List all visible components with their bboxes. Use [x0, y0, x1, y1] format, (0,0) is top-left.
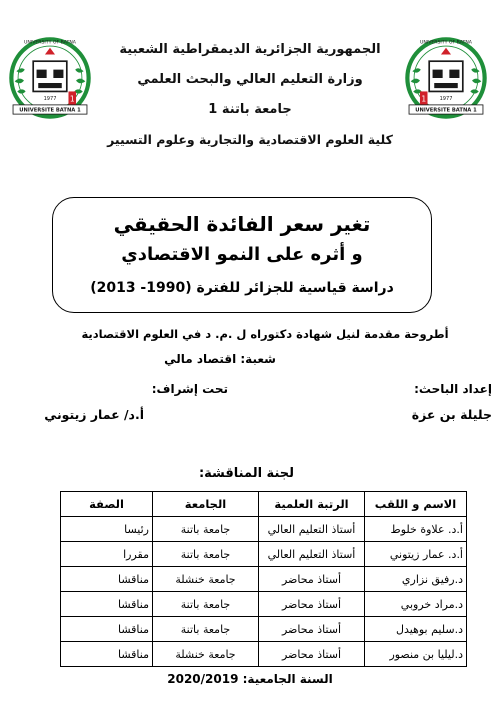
member-role: مناقشا: [61, 567, 153, 592]
member-role: مناقشا: [61, 617, 153, 642]
member-name: د.سليم بوهيدل: [365, 617, 467, 642]
svg-text:1977: 1977: [439, 95, 453, 102]
svg-text:1: 1: [421, 94, 427, 104]
academic-year: السنة الجامعية: 2020/2019: [167, 672, 333, 686]
member-university: جامعة باتنة: [153, 617, 259, 642]
member-role: مناقشا: [61, 592, 153, 617]
title-subtitle: دراسة قياسية للجزائر للفترة (1990- 2013): [90, 280, 394, 296]
student-name: جليلة بن عزة: [411, 407, 492, 422]
member-rank: أستاذ محاضر: [259, 592, 365, 617]
member-university: جامعة خنشلة: [153, 642, 259, 667]
prepared-by-label: إعداد الباحث:: [414, 382, 492, 396]
member-role: رئيسا: [61, 517, 153, 542]
header-republic: الجمهورية الجزائرية الديمقراطية الشعبية: [119, 42, 381, 57]
svg-text:UNIVERSITY OF BATNA: UNIVERSITY OF BATNA: [24, 40, 76, 46]
committee-table: [60, 491, 467, 667]
branch-label: شعبة: اقتصاد مالي: [164, 352, 276, 366]
header-role: الصفة: [61, 492, 153, 517]
title-line-2: و أثره على النمو الاقتصادي: [121, 244, 363, 265]
committee-header-row: [61, 492, 467, 517]
header-university: جامعة باتنة 1: [208, 102, 292, 117]
header-rank: الرتبة العلمية: [259, 492, 365, 517]
member-rank: أستاذ محاضر: [259, 567, 365, 592]
member-university: جامعة خنشلة: [153, 567, 259, 592]
member-rank: أستاذ التعليم العالي: [259, 542, 365, 567]
member-rank: أستاذ محاضر: [259, 617, 365, 642]
svg-text:UNIVERSITE BATNA 1: UNIVERSITE BATNA 1: [19, 107, 81, 114]
member-name: أ.د. علاوة خلوط: [365, 517, 467, 542]
member-name: د.مراد خروبي: [365, 592, 467, 617]
svg-text:1: 1: [69, 94, 75, 104]
title-box: [52, 197, 432, 313]
table-row: [61, 567, 467, 592]
supervisor-name: أ.د/ عمار زيتوني: [44, 407, 144, 422]
table-row: [61, 542, 467, 567]
member-rank: أستاذ محاضر: [259, 642, 365, 667]
table-row: [61, 642, 467, 667]
header-ministry: وزارة التعليم العالي والبحث العلمي: [137, 72, 363, 87]
member-name: د.رفيق نزاري: [365, 567, 467, 592]
table-row: [61, 617, 467, 642]
svg-text:UNIVERSITE BATNA 1: UNIVERSITE BATNA 1: [415, 107, 477, 114]
member-university: جامعة باتنة: [153, 517, 259, 542]
header-faculty: كلية العلوم الاقتصادية والتجارية وعلوم التسيير: [107, 132, 393, 147]
member-role: مقررا: [61, 542, 153, 567]
member-university: جامعة باتنة: [153, 542, 259, 567]
thesis-note: أطروحة مقدمة لنيل شهادة دكتوراه ل .م. د في العلوم الاقتصادية: [81, 327, 449, 341]
member-university: جامعة باتنة: [153, 592, 259, 617]
table-row: [61, 592, 467, 617]
member-name: أ.د. عمار زيتوني: [365, 542, 467, 567]
header-university: الجامعة: [153, 492, 259, 517]
svg-text:UNIVERSITY OF BATNA: UNIVERSITY OF BATNA: [420, 40, 472, 46]
svg-text:1977: 1977: [43, 95, 57, 102]
header-name: الاسم و اللقب: [365, 492, 467, 517]
member-rank: أستاذ التعليم العالي: [259, 517, 365, 542]
table-row: [61, 517, 467, 542]
committee-title: لجنة المناقشة:: [198, 466, 294, 481]
title-line-1: تغير سعر الفائدة الحقيقي: [113, 212, 371, 236]
supervisor-label: تحت إشراف:: [151, 382, 228, 396]
member-role: مناقشا: [61, 642, 153, 667]
member-name: د.ليليا بن منصور: [365, 642, 467, 667]
